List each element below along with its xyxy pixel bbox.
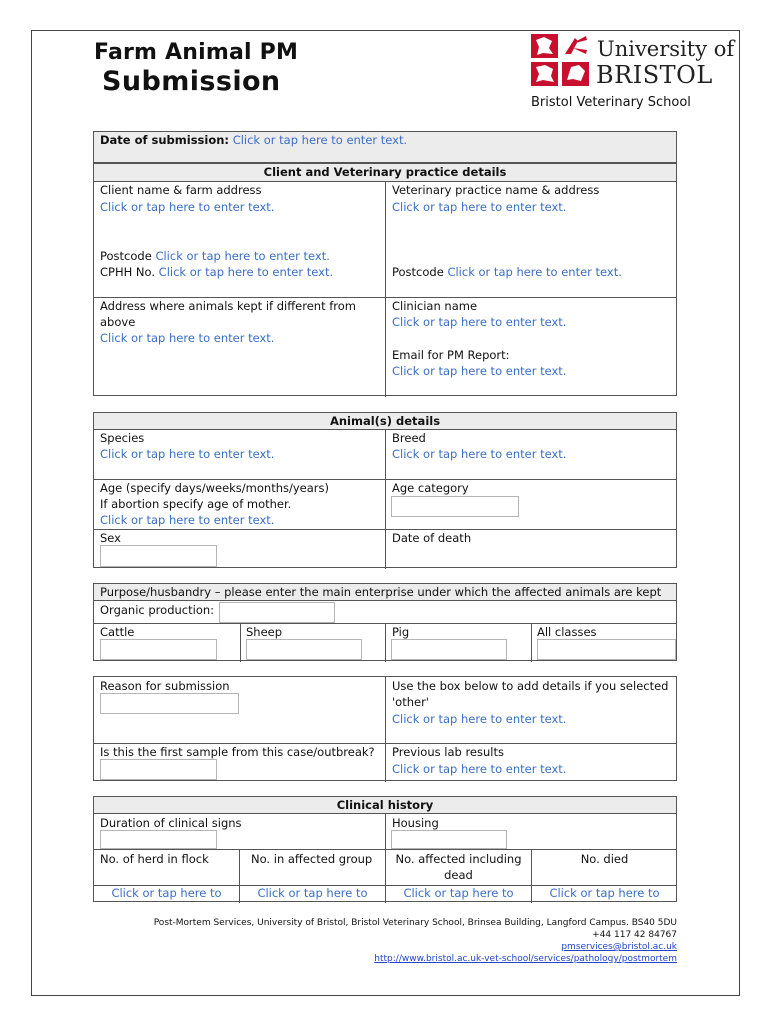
clinical-history-section (93, 796, 677, 902)
client-name-field[interactable]: Click or tap here to enter text. (100, 200, 275, 214)
client-postcode-label: Postcode (100, 249, 152, 263)
date-of-death-label: Date of death (392, 531, 472, 545)
housing-label: Housing (392, 816, 439, 830)
age-field[interactable]: Click or tap here to enter text. (100, 513, 275, 527)
age-label-line2: If abortion specify age of mother. (100, 497, 292, 511)
clinician-field[interactable]: Click or tap here to enter text. (392, 315, 567, 329)
vet-postcode-label: Postcode (392, 265, 444, 279)
date-of-submission-label: Date of submission: (100, 133, 230, 147)
first-sample-label: Is this the first sample from this case/outbreak? (100, 745, 375, 759)
breed-field[interactable]: Click or tap here to enter text. (392, 447, 567, 461)
vet-postcode-field[interactable]: Click or tap here to enter text. (447, 265, 622, 279)
age-category-dropdown[interactable] (391, 496, 519, 517)
reason-label: Reason for submission (100, 679, 230, 693)
species-field[interactable]: Click or tap here to enter text. (100, 447, 275, 461)
footer-phone: +44 117 42 84767 (592, 930, 677, 940)
sex-label: Sex (100, 531, 121, 545)
logo-bristol-text: BRISTOL (596, 61, 713, 89)
logo-school-text: Bristol Veterinary School (531, 95, 691, 110)
client-postcode-field[interactable]: Click or tap here to enter text. (155, 249, 330, 263)
client-vet-section (93, 163, 677, 396)
sheep-label: Sheep (246, 625, 283, 639)
address-kept-field[interactable]: Click or tap here to enter text. (100, 331, 275, 345)
previous-results-field[interactable]: Click or tap here to enter text. (392, 762, 567, 776)
animal-details-section (93, 412, 677, 568)
logo-university-text: University of (597, 37, 735, 61)
vet-practice-field[interactable]: Click or tap here to enter text. (392, 200, 567, 214)
affected-including-dead-field[interactable]: Click or tap here to (403, 886, 514, 900)
vet-practice-label: Veterinary practice name & address (392, 183, 600, 197)
organic-label: Organic production: (100, 603, 215, 617)
other-details-field[interactable]: Click or tap here to enter text. (392, 712, 567, 726)
reason-dropdown[interactable] (100, 693, 239, 714)
species-label: Species (100, 431, 145, 445)
footer-website-link[interactable]: http://www.bristol.ac.uk-vet-school/services/pathology/postmortem (374, 954, 677, 964)
email-label: Email for PM Report: (392, 348, 510, 362)
herd-in-flock-label: No. of herd in flock (100, 852, 209, 866)
client-name-label: Client name & farm address (100, 183, 262, 197)
purpose-heading: Purpose/husbandry – please enter the main enterprise under which the affected animals are kept (100, 585, 662, 599)
reason-section (93, 676, 677, 781)
herd-in-flock-field[interactable]: Click or tap here to (111, 886, 222, 900)
university-crest-icon (531, 34, 589, 86)
cphh-label: CPHH No. (100, 265, 156, 279)
all-classes-label: All classes (537, 625, 597, 639)
other-details-label-line1: Use the box below to add details if you selected (392, 679, 669, 693)
breed-label: Breed (392, 431, 426, 445)
client-vet-heading: Client and Veterinary practice details (94, 164, 676, 181)
died-field[interactable]: Click or tap here to (549, 886, 660, 900)
footer-address: Post-Mortem Services, University of Bristol, Bristol Veterinary School, Brinsea Building, Langford Campus. BS40 5DU (153, 918, 677, 928)
age-category-label: Age category (392, 481, 469, 495)
organic-dropdown[interactable] (219, 602, 335, 623)
sheep-dropdown[interactable] (246, 639, 362, 660)
duration-dropdown[interactable] (100, 830, 217, 849)
sex-dropdown[interactable] (100, 545, 217, 567)
purpose-husbandry-section (93, 583, 677, 661)
all-classes-dropdown[interactable] (537, 639, 676, 660)
address-kept-label-line2: above (100, 315, 136, 329)
affected-including-dead-label-line1: No. affected including (395, 852, 522, 866)
previous-results-label: Previous lab results (392, 745, 504, 759)
animal-details-heading: Animal(s) details (94, 413, 676, 429)
clinician-label: Clinician name (392, 299, 478, 313)
first-sample-dropdown[interactable] (100, 759, 217, 780)
other-details-label-line2: 'other' (392, 695, 429, 709)
email-field[interactable]: Click or tap here to enter text. (392, 364, 567, 378)
date-of-submission-section (93, 131, 677, 163)
age-label-line1: Age (specify days/weeks/months/years) (100, 481, 330, 495)
affected-including-dead-label-line2: dead (444, 868, 473, 882)
duration-label: Duration of clinical signs (100, 816, 242, 830)
cattle-dropdown[interactable] (100, 639, 217, 660)
footer-email-link[interactable]: pmservices@bristol.ac.uk (561, 942, 677, 952)
cattle-label: Cattle (100, 625, 135, 639)
pig-label: Pig (392, 625, 410, 639)
form-title-line1: Farm Animal PM (94, 40, 299, 65)
form-title-line2: Submission (102, 66, 281, 97)
cphh-field[interactable]: Click or tap here to enter text. (158, 265, 334, 279)
clinical-history-heading: Clinical history (94, 797, 676, 813)
date-of-submission-field[interactable]: Click or tap here to enter text. (232, 133, 408, 147)
died-label: No. died (580, 852, 629, 866)
pig-dropdown[interactable] (391, 639, 507, 660)
housing-dropdown[interactable] (391, 830, 507, 849)
affected-group-field[interactable]: Click or tap here to (257, 886, 368, 900)
affected-group-label: No. in affected group (251, 852, 373, 866)
address-kept-label-line1: Address where animals kept if different from (100, 299, 356, 313)
